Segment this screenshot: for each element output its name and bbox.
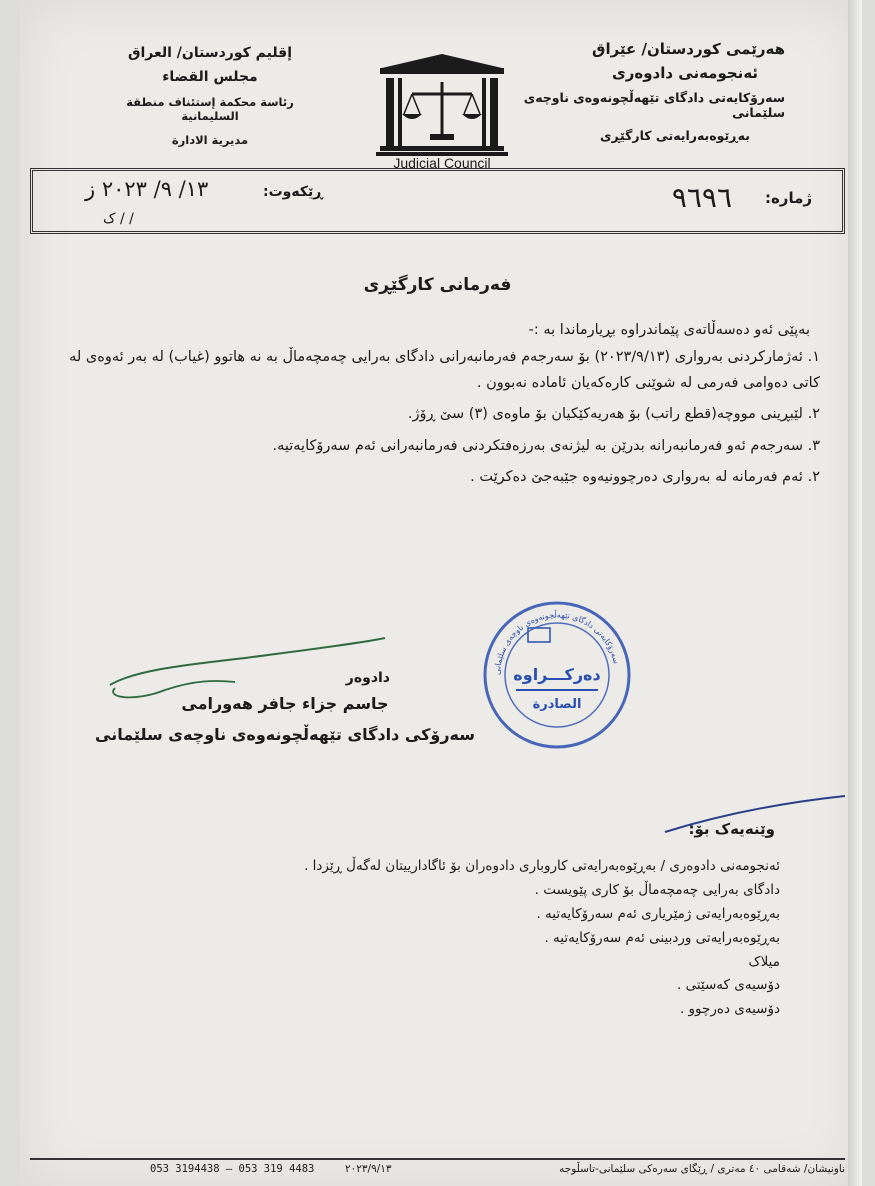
- header-kurdish-line2: ئەنجومەنی دادوەری: [611, 64, 759, 82]
- header-arabic-line3: رئاسة محكمة إستئناف منطقة السليمانية: [126, 95, 294, 123]
- cc-item: ئەنجومەنی دادوەری / بەڕێوەبەرایەتی کاروباری دادوەران بۆ ئاگادارییتان لەگەڵ ڕێزدا .: [304, 858, 780, 874]
- reference-number-value: ٩٦٩٦: [671, 181, 732, 214]
- signature-block: [90, 670, 480, 744]
- issued-seal-stamp: [480, 598, 635, 753]
- cc-item: بەڕێوەبەرایەتی ژمێریاری ئەم سەرۆکایەتیە .: [536, 905, 780, 922]
- signer-name: جاسم جزاء جافر هەورامی: [181, 694, 389, 713]
- header-kurdish: [505, 40, 785, 143]
- signer-role: دادوەر: [345, 670, 390, 686]
- reference-date-label: ڕێکەوت:: [263, 184, 323, 200]
- footer-address: ناونیشان/ شەقامی ٤٠ مەتری / ڕێگای سەرەکی سلێمانی-تاسڵوجە: [559, 1163, 845, 1175]
- cc-list: [140, 855, 780, 1022]
- order-items: [60, 345, 820, 490]
- header-arabic: [110, 45, 310, 147]
- reference-number-label: ژمارە:: [764, 189, 812, 207]
- reference-date-sub: / / ک: [103, 211, 134, 227]
- footer-phones: 053 3194438 – 053 319 4483: [150, 1163, 315, 1175]
- reference-date-value: ١٣/ ٩/ ٢٠٢٣ ز: [85, 177, 209, 201]
- seal-ring-text: سەرۆکایەتی دادگای تێهەڵچونەوەی ناوچەی سلێمانی: [492, 610, 621, 676]
- reference-box: [30, 168, 845, 234]
- header-arabic-line1: إقليم كوردستان/ العراق: [127, 45, 293, 61]
- order-item-3: ٣. سەرجەم ئەو فەرمانبەرانە بدرێن بە لیژنەی بەرزەفتکردنی فەرمانبەرانی ئەم سەرۆکایەتیە.: [272, 437, 820, 454]
- footer-date: ٢٠٢٣/٩/١٣: [345, 1163, 392, 1175]
- order-item-4: ٢. ئەم فەرمانە لە بەرواری دەرچوونیەوە جێبەجێ دەکرێت .: [470, 468, 820, 485]
- document-body: [60, 318, 820, 496]
- order-item-2: ٢. لێبڕینی مووچە(قطع راتب) بۆ هەریەکێکیان بۆ ماوەی (٣) سێ ڕۆژ.: [407, 406, 820, 423]
- logo-caption: Judicial Council: [393, 155, 491, 171]
- cc-item: دادگای بەرایی چەمچەماڵ بۆ کاری پێویست .: [534, 881, 780, 898]
- cc-item: بەڕێوەبەرایەتی وردبینی ئەم سەرۆکایەتیە .: [544, 929, 780, 946]
- cc-item: دۆسیەی دەرچوو .: [679, 1001, 780, 1018]
- order-item-1: ١. ئەژمارکردنی بەرواری (٢٠٢٣/٩/١٣) بۆ سەرجەم فەرمانبەرانی دادگای بەرایی چەمچەماڵ بە نە هاتوو (غیاب) لە بەر ئەوەی لە کاتی دەوامی فەرمی لە شوێنی کارەکەیان ئامادە نەبوون .: [69, 349, 820, 391]
- signer-title: سەرۆکی دادگای تێهەڵچونەوەی ناوچەی سلێمانی: [95, 725, 475, 744]
- footer-divider: [30, 1158, 845, 1160]
- header-arabic-line4: مديرية الادارة: [171, 133, 249, 147]
- seal-middle-text: دەرکـــراوە: [513, 665, 601, 684]
- cc-title: وێنەیەک بۆ:: [688, 820, 775, 838]
- header-arabic-line2: مجلس القضاء: [162, 69, 258, 85]
- body-intro: بەپێی ئەو دەسەڵاتەی پێماندراوە بڕیارماندا بە :-: [528, 322, 810, 338]
- header-kurdish-line4: بەڕێوەبەرایەتی کارگێڕی: [600, 128, 750, 143]
- page-edge-shadow: [848, 0, 862, 1186]
- header-kurdish-line1: هەرێمی کوردستان/ عێراق: [592, 40, 785, 58]
- seal-bottom-text: الصادرة: [532, 697, 582, 712]
- header-kurdish-line3: سەرۆکایەتی دادگای تێهەڵچونەوەی ناوچەی سلێمانی: [523, 90, 785, 120]
- cc-item: میلاک: [748, 953, 780, 970]
- document-title: فەرمانی کارگێڕی: [363, 275, 512, 295]
- cc-item: دۆسیەی کەسێتی .: [677, 977, 780, 994]
